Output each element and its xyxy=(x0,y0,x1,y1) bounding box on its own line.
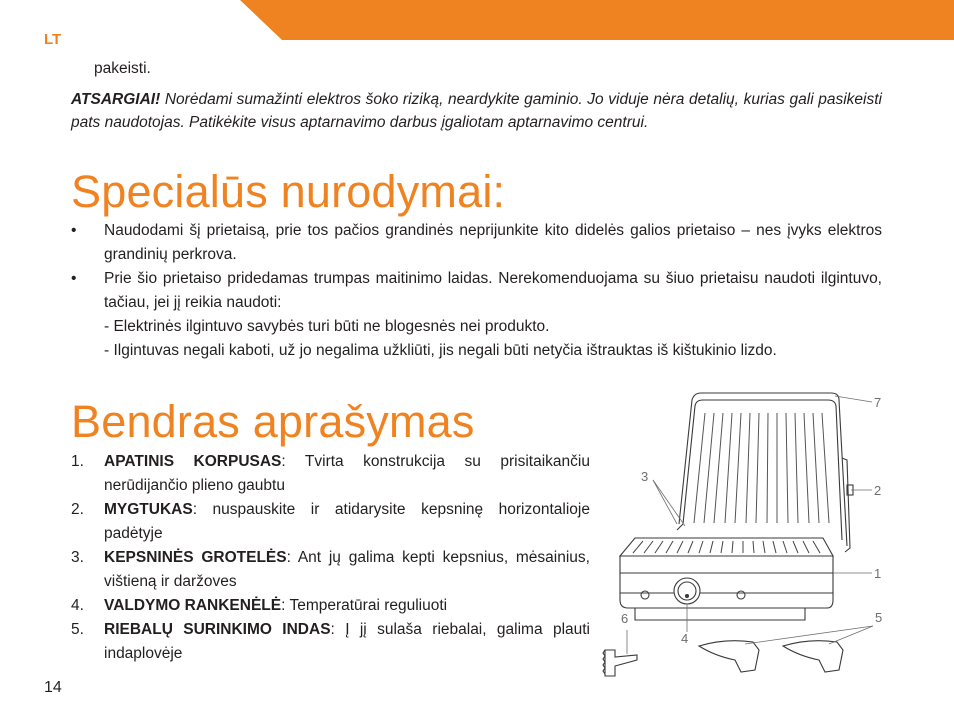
continuation-text: pakeisti. xyxy=(94,60,151,77)
parts-list xyxy=(71,450,590,666)
part-description: : Ant jų galima kepti kepsnius, mėsainius, vištieną ir daržoves xyxy=(104,549,590,590)
warning-text: Norėdami sumažinti elektros šoko riziką, neardykite gaminio. Jo viduje nėra detalių, kurias gali pasikeisti pats naudotojas. Patikėkite visus aptarnavimo darbus įgaliotam aptarnavimo centrui. xyxy=(71,91,882,131)
grill-illustration xyxy=(595,388,895,688)
warning-paragraph xyxy=(71,88,882,134)
bullet-subitem: - Elektrinės ilgintuvo savybės turi būti ne blogesnės nei produkto. xyxy=(104,318,550,335)
part-number: 2. xyxy=(71,501,84,518)
header-orange-band xyxy=(0,0,954,40)
part-number: 4. xyxy=(71,597,84,614)
language-code: LT xyxy=(44,31,62,48)
part-name: MYGTUKAS xyxy=(104,501,193,518)
part-description: : Į jį sulaša riebalai, galima plauti indaplovėje xyxy=(104,621,590,662)
special-instructions-heading: Specialūs nurodymai: xyxy=(71,166,506,217)
part-number: 3. xyxy=(71,549,84,566)
part-number: 5. xyxy=(71,621,84,638)
bullet-text: Prie šio prietaiso pridedamas trumpas maitinimo laidas. Nerekomenduojama su šiuo prietaisu naudoti ilgintuvo, tačiau, jei jį reikia naudoti: xyxy=(104,270,882,311)
bullet-dot: • xyxy=(71,270,77,287)
list-item xyxy=(71,618,590,666)
list-item xyxy=(71,267,882,363)
part-description: : Temperatūrai reguliuoti xyxy=(281,597,448,614)
part-description: : Tvirta konstrukcija su prisitaikančiu nerūdijančio plieno gaubtu xyxy=(104,453,590,494)
callout-label-2: 2 xyxy=(874,483,882,498)
bullet-dot: • xyxy=(71,222,77,239)
list-item xyxy=(71,219,882,267)
special-instructions-list xyxy=(71,219,882,363)
page-number: 14 xyxy=(44,679,62,696)
callout-label-4: 4 xyxy=(681,631,689,646)
bullet-subitem: - Ilgintuvas negali kaboti, už jo negalima užkliūti, jis negali būti netyčia ištrauktas iš kištukinio lizdo. xyxy=(104,342,777,359)
warning-label: ATSARGIAI! xyxy=(71,91,161,108)
general-description-heading: Bendras aprašymas xyxy=(71,396,475,447)
callout-label-1: 1 xyxy=(874,566,882,581)
part-name: RIEBALŲ SURINKIMO INDAS xyxy=(104,621,331,638)
callout-label-3: 3 xyxy=(641,469,649,484)
callout-label-7: 7 xyxy=(874,395,882,410)
part-number: 1. xyxy=(71,453,84,470)
list-item xyxy=(71,450,590,498)
callout-label-5: 5 xyxy=(875,610,883,625)
list-item xyxy=(71,498,590,546)
bullet-text: Naudodami šį prietaisą, prie tos pačios grandinės neprijunkite kito didelės galios prietaiso – nes įvyks elektros grandinių perkrova. xyxy=(104,222,882,263)
part-name: KEPSNINĖS GROTELĖS xyxy=(104,549,287,566)
part-name: VALDYMO RANKENĖLĖ xyxy=(104,597,282,614)
list-item xyxy=(71,594,590,618)
list-item xyxy=(71,546,590,594)
callout-label-6: 6 xyxy=(621,611,629,626)
part-name: APATINIS KORPUSAS xyxy=(104,453,282,470)
part-description: : nuspauskite ir atidarysite kepsninę horizontalioje padėtyje xyxy=(104,501,590,542)
